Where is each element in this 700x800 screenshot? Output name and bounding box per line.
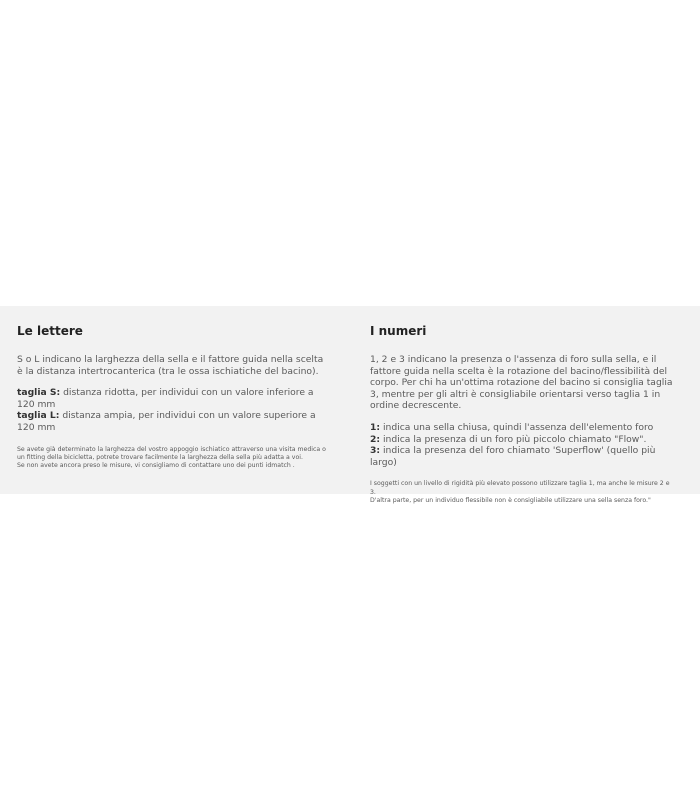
numbers-note-1: I soggetti con un livello di rigidità più elevato possono utilizzare taglia 1, ma anche le misure 2 e 3. <box>370 480 670 496</box>
numbers-size-list <box>370 422 675 468</box>
size-2-text: indica la presenza di un foro più piccolo chiamato "Flow". <box>380 433 647 445</box>
size-3-text: indica la presenza del foro chiamato 'Superflow' (quello più largo) <box>370 445 656 468</box>
letters-intro: S o L indicano la larghezza della sella e il fattore guida nella scelta è la distanza intertrocanterica (tra le ossa ischiatiche del bacino). <box>17 354 324 377</box>
numbers-intro: 1, 2 e 3 indicano la presenza o l'assenza di foro sulla sella, e il fattore guida nella scelta è la rotazione del bacino/flessibilità del corpo. Per chi ha un'ottima rotazione del bacino si consiglia taglia 3, mentre per gli altri è consigliabile orientarsi verso taglia 1 in ordine decrescente. <box>370 354 673 412</box>
letters-column <box>17 324 327 470</box>
size-1-text: indica una sella chiusa, quindi l'assenza dell'elemento foro <box>380 421 654 433</box>
size-1-item <box>370 422 675 434</box>
size-l-label: taglia L: <box>17 410 60 422</box>
size-2-label: 2: <box>370 433 381 445</box>
size-s-text: distanza ridotta, per individui con un valore inferiore a 120 mm <box>17 387 314 410</box>
letters-note-2: Se non avete ancora preso le misure, vi consigliamo di contattare uno dei punti idmatch . <box>17 461 295 469</box>
size-l-text: distanza ampia, per individui con un valore superiore a 120 mm <box>17 410 316 433</box>
size-3-item <box>370 445 675 468</box>
size-1-label: 1: <box>370 421 381 433</box>
size-3-label: 3: <box>370 445 381 457</box>
numbers-heading: I numeri <box>370 324 427 338</box>
size-2-item <box>370 434 675 446</box>
numbers-note-2: D'altra parte, per un individuo flessibile non è consigliabile utilizzare una sella senza foro." <box>370 496 651 504</box>
saddle-size-info-panel <box>0 306 700 504</box>
numbers-column <box>370 324 675 505</box>
size-s-label: taglia S: <box>17 387 61 399</box>
size-s-item <box>17 387 327 410</box>
letters-note-1: Se avete già determinato la larghezza del vostro appoggio ischiatico attraverso una visita medica o un fitting della bicicletta, potrete trovare facilmente la larghezza della sella più adatta a voi. <box>17 445 326 461</box>
letters-heading: Le lettere <box>17 324 83 338</box>
letters-size-list <box>17 387 327 433</box>
size-l-item <box>17 410 327 433</box>
